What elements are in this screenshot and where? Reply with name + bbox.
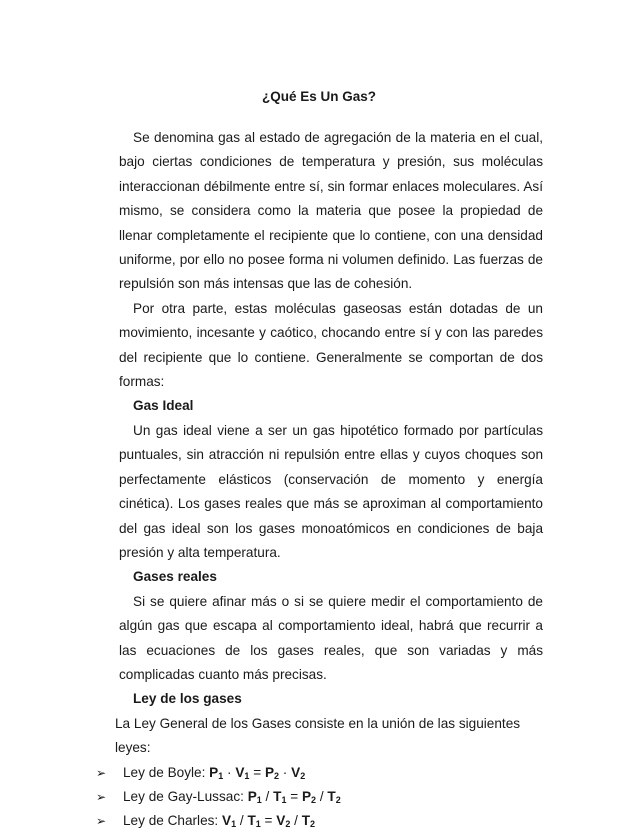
arrowhead-bullet-icon: ➢ (96, 765, 107, 780)
list-item-charles (96, 809, 520, 833)
document-body (96, 126, 543, 834)
formula-subscript: 2 (300, 770, 306, 781)
heading-ley-de-los-gases: Ley de los gases (133, 691, 242, 707)
formula-term: / (236, 813, 248, 829)
formula-subscript: 1 (281, 794, 287, 805)
formula-subscript: 1 (218, 770, 224, 781)
paragraph-ley-general: La Ley General de los Gases consiste en la unión de las siguientes leyes: (115, 715, 521, 756)
law-formula (248, 789, 341, 804)
formula-subscript: 2 (311, 794, 317, 805)
list-item-boyle (96, 761, 520, 785)
formula-term: T (301, 813, 311, 829)
formula-term: T (273, 788, 282, 804)
formula-term: P (247, 788, 257, 804)
formula-subscript: 1 (255, 819, 261, 830)
formula-term: P (264, 764, 275, 780)
law-label: Ley de Boyle: (123, 764, 210, 780)
formula-term: V (291, 764, 301, 780)
law-formula (222, 813, 315, 828)
formula-term: = (260, 813, 277, 829)
paragraph-gas-definition: Se denomina gas al estado de agregación de la materia en el cual, bajo ciertas condiciones de temperatura y presión, sus moléculas interaccionan débilmente entre sí, sin formar enlaces moleculares. Así mismo, se considera como la materia que posee la propiedad de llenar completamente el recipiente que lo contiene, con una densidad uniforme, por ello no posee forma ni volumen definido. Las fuerzas de repulsión son más intensas que las de cohesión. (119, 130, 543, 292)
formula-subscript: 1 (256, 794, 262, 805)
formula-term: / (290, 813, 302, 829)
law-label: Ley de Charles: (123, 813, 222, 829)
formula-term: / (261, 788, 274, 804)
formula-term: P (209, 764, 219, 780)
formula-term: / (316, 788, 328, 804)
formula-term: V (235, 764, 245, 780)
formula-term: = (286, 788, 302, 804)
paragraph-gases-reales: Si se quiere afinar más o si se quiere medir el comportamiento de algún gas que escapa al comportamiento ideal, habrá que recurrir a las ecuaciones de los gases reales, que son variadas y más complicadas cuanto más precisas. (119, 593, 543, 682)
law-label: Ley de Gay-Lussac: (123, 788, 248, 804)
gas-laws-list (96, 761, 520, 834)
formula-term: T (247, 813, 256, 829)
formula-term: = (249, 764, 265, 780)
arrowhead-bullet-icon: ➢ (96, 814, 107, 829)
heading-gas-ideal: Gas Ideal (133, 398, 194, 414)
heading-gases-reales: Gases reales (133, 569, 217, 585)
formula-term: · (279, 764, 292, 780)
formula-subscript: 1 (231, 819, 237, 830)
page-title: ¿Qué Es Un Gas? (261, 89, 377, 104)
formula-subscript: 1 (244, 770, 250, 781)
formula-term: V (276, 813, 286, 829)
arrowhead-bullet-icon: ➢ (96, 789, 107, 804)
formula-term: V (222, 813, 232, 829)
paragraph-gas-motion: Por otra parte, estas moléculas gaseosas están dotadas de un movimiento, incesante y caótico, chocando entre sí y con las paredes del recipiente que lo contiene. Generalmente se comportan de dos formas: (119, 300, 543, 390)
law-formula (209, 765, 305, 780)
formula-subscript: 2 (335, 794, 341, 805)
formula-subscript: 2 (310, 819, 316, 830)
formula-term: T (327, 788, 336, 804)
formula-subscript: 2 (285, 819, 291, 830)
formula-term: P (301, 788, 312, 804)
paragraph-gas-ideal: Un gas ideal viene a ser un gas hipotético formado por partículas puntuales, sin atracción ni repulsión entre ellas y cuyos choques son perfectamente elásticos (conservación de momento y energía cinética). Los gases reales que más se aproximan al comportamiento del gas ideal son los gases monoatómicos en condiciones de baja presión y alta temperatura. (119, 422, 543, 560)
formula-subscript: 2 (274, 770, 280, 781)
formula-term: · (223, 764, 236, 780)
list-item-gay-lussac (96, 785, 520, 809)
